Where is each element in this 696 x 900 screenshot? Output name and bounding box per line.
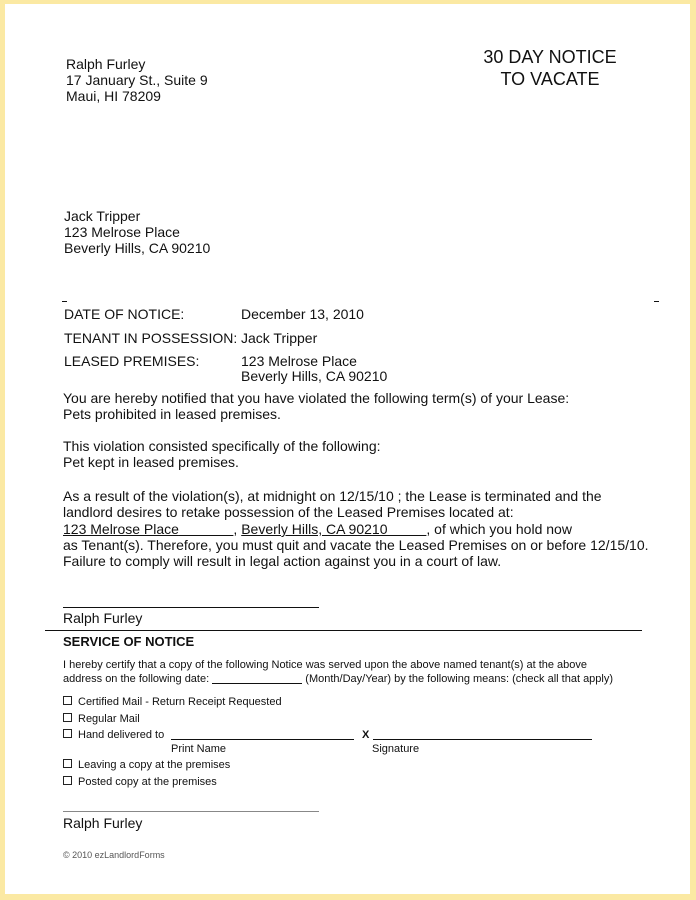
violation-detail: Pet kept in leased premises.: [63, 454, 239, 470]
service-date-blank[interactable]: [212, 672, 302, 684]
signature-label: Signature: [372, 743, 420, 755]
tenant-street: 123 Melrose Place: [64, 224, 180, 240]
premises-line1: 123 Melrose Place: [241, 353, 357, 369]
tenant-possession-label: TENANT IN POSSESSION:: [64, 330, 238, 346]
option-certified-mail[interactable]: Certified Mail - Return Receipt Requested: [63, 695, 282, 709]
landlord-signature-name: Ralph Furley: [63, 610, 143, 626]
tenant-city: Beverly Hills, CA 90210: [64, 240, 211, 256]
violated-term: Pets prohibited in leased premises.: [63, 406, 281, 422]
option-regular-mail[interactable]: Regular Mail: [63, 712, 140, 726]
premises-address-line: 123 Melrose Place , Beverly Hills, CA 90210 , of which you hold now: [63, 521, 572, 537]
date-label: DATE OF NOTICE:: [64, 306, 185, 322]
notice-title-line1: 30 DAY NOTICE: [483, 47, 617, 67]
landlord-city: Maui, HI 78209: [66, 88, 161, 104]
copyright-footer: © 2010 ezLandlordForms: [63, 850, 165, 860]
notice-title-line2: TO VACATE: [500, 69, 600, 89]
termination-line2: landlord desires to retake possession of the Leased Premises located at:: [63, 504, 514, 520]
print-name-line: [171, 739, 354, 740]
hand-delivery-signature-line: [373, 739, 592, 740]
server-signature-line: [63, 811, 319, 812]
premises-line2: Beverly Hills, CA 90210: [241, 368, 388, 384]
landlord-street: 17 January St., Suite 9: [66, 72, 208, 88]
date-value: December 13, 2010: [241, 306, 364, 322]
legal-action-warning: Failure to comply will result in legal action against you in a court of law.: [63, 553, 502, 569]
violation-detail-intro: This violation consisted specifically of the following:: [63, 438, 381, 454]
section-divider: [45, 630, 642, 631]
margin-tick-right: [654, 301, 659, 302]
landlord-signature-line: [63, 607, 319, 608]
notice-page: [5, 4, 690, 894]
termination-line1: As a result of the violation(s), at midnight on 12/15/10 ; the Lease is terminated and the: [63, 488, 602, 504]
service-heading: SERVICE OF NOTICE: [63, 634, 195, 649]
server-signature-name: Ralph Furley: [63, 815, 143, 831]
premises-label: LEASED PREMISES:: [64, 353, 200, 369]
print-name-label: Print Name: [171, 743, 227, 755]
option-leaving-copy[interactable]: Leaving a copy at the premises: [63, 758, 230, 772]
certification-line2: address on the following date: (Month/Day/Year) by the following means: (check all that apply): [63, 673, 614, 685]
tenant-possession-value: Jack Tripper: [241, 330, 318, 346]
checkbox-icon[interactable]: [63, 729, 72, 738]
margin-tick-left: [62, 301, 67, 302]
checkbox-icon[interactable]: [63, 776, 72, 785]
checkbox-icon[interactable]: [63, 759, 72, 768]
landlord-name: Ralph Furley: [66, 56, 146, 72]
checkbox-icon[interactable]: [63, 713, 72, 722]
signature-x-mark: X: [362, 729, 370, 741]
certification-line1: I hereby certify that a copy of the following Notice was served upon the above named tenant(s) at the above: [63, 659, 588, 671]
checkbox-icon[interactable]: [63, 696, 72, 705]
option-posted-copy[interactable]: Posted copy at the premises: [63, 775, 217, 789]
premises-address-city: Beverly Hills, CA 90210: [241, 521, 388, 537]
tenant-name: Jack Tripper: [64, 208, 141, 224]
premises-address-street: 123 Melrose Place: [63, 521, 179, 537]
vacate-deadline: as Tenant(s). Therefore, you must quit and vacate the Leased Premises on or before 12/15/10.: [63, 537, 649, 553]
violation-intro: You are hereby notified that you have violated the following term(s) of your Lease:: [63, 390, 570, 406]
option-hand-delivered[interactable]: Hand delivered to: [63, 728, 164, 742]
